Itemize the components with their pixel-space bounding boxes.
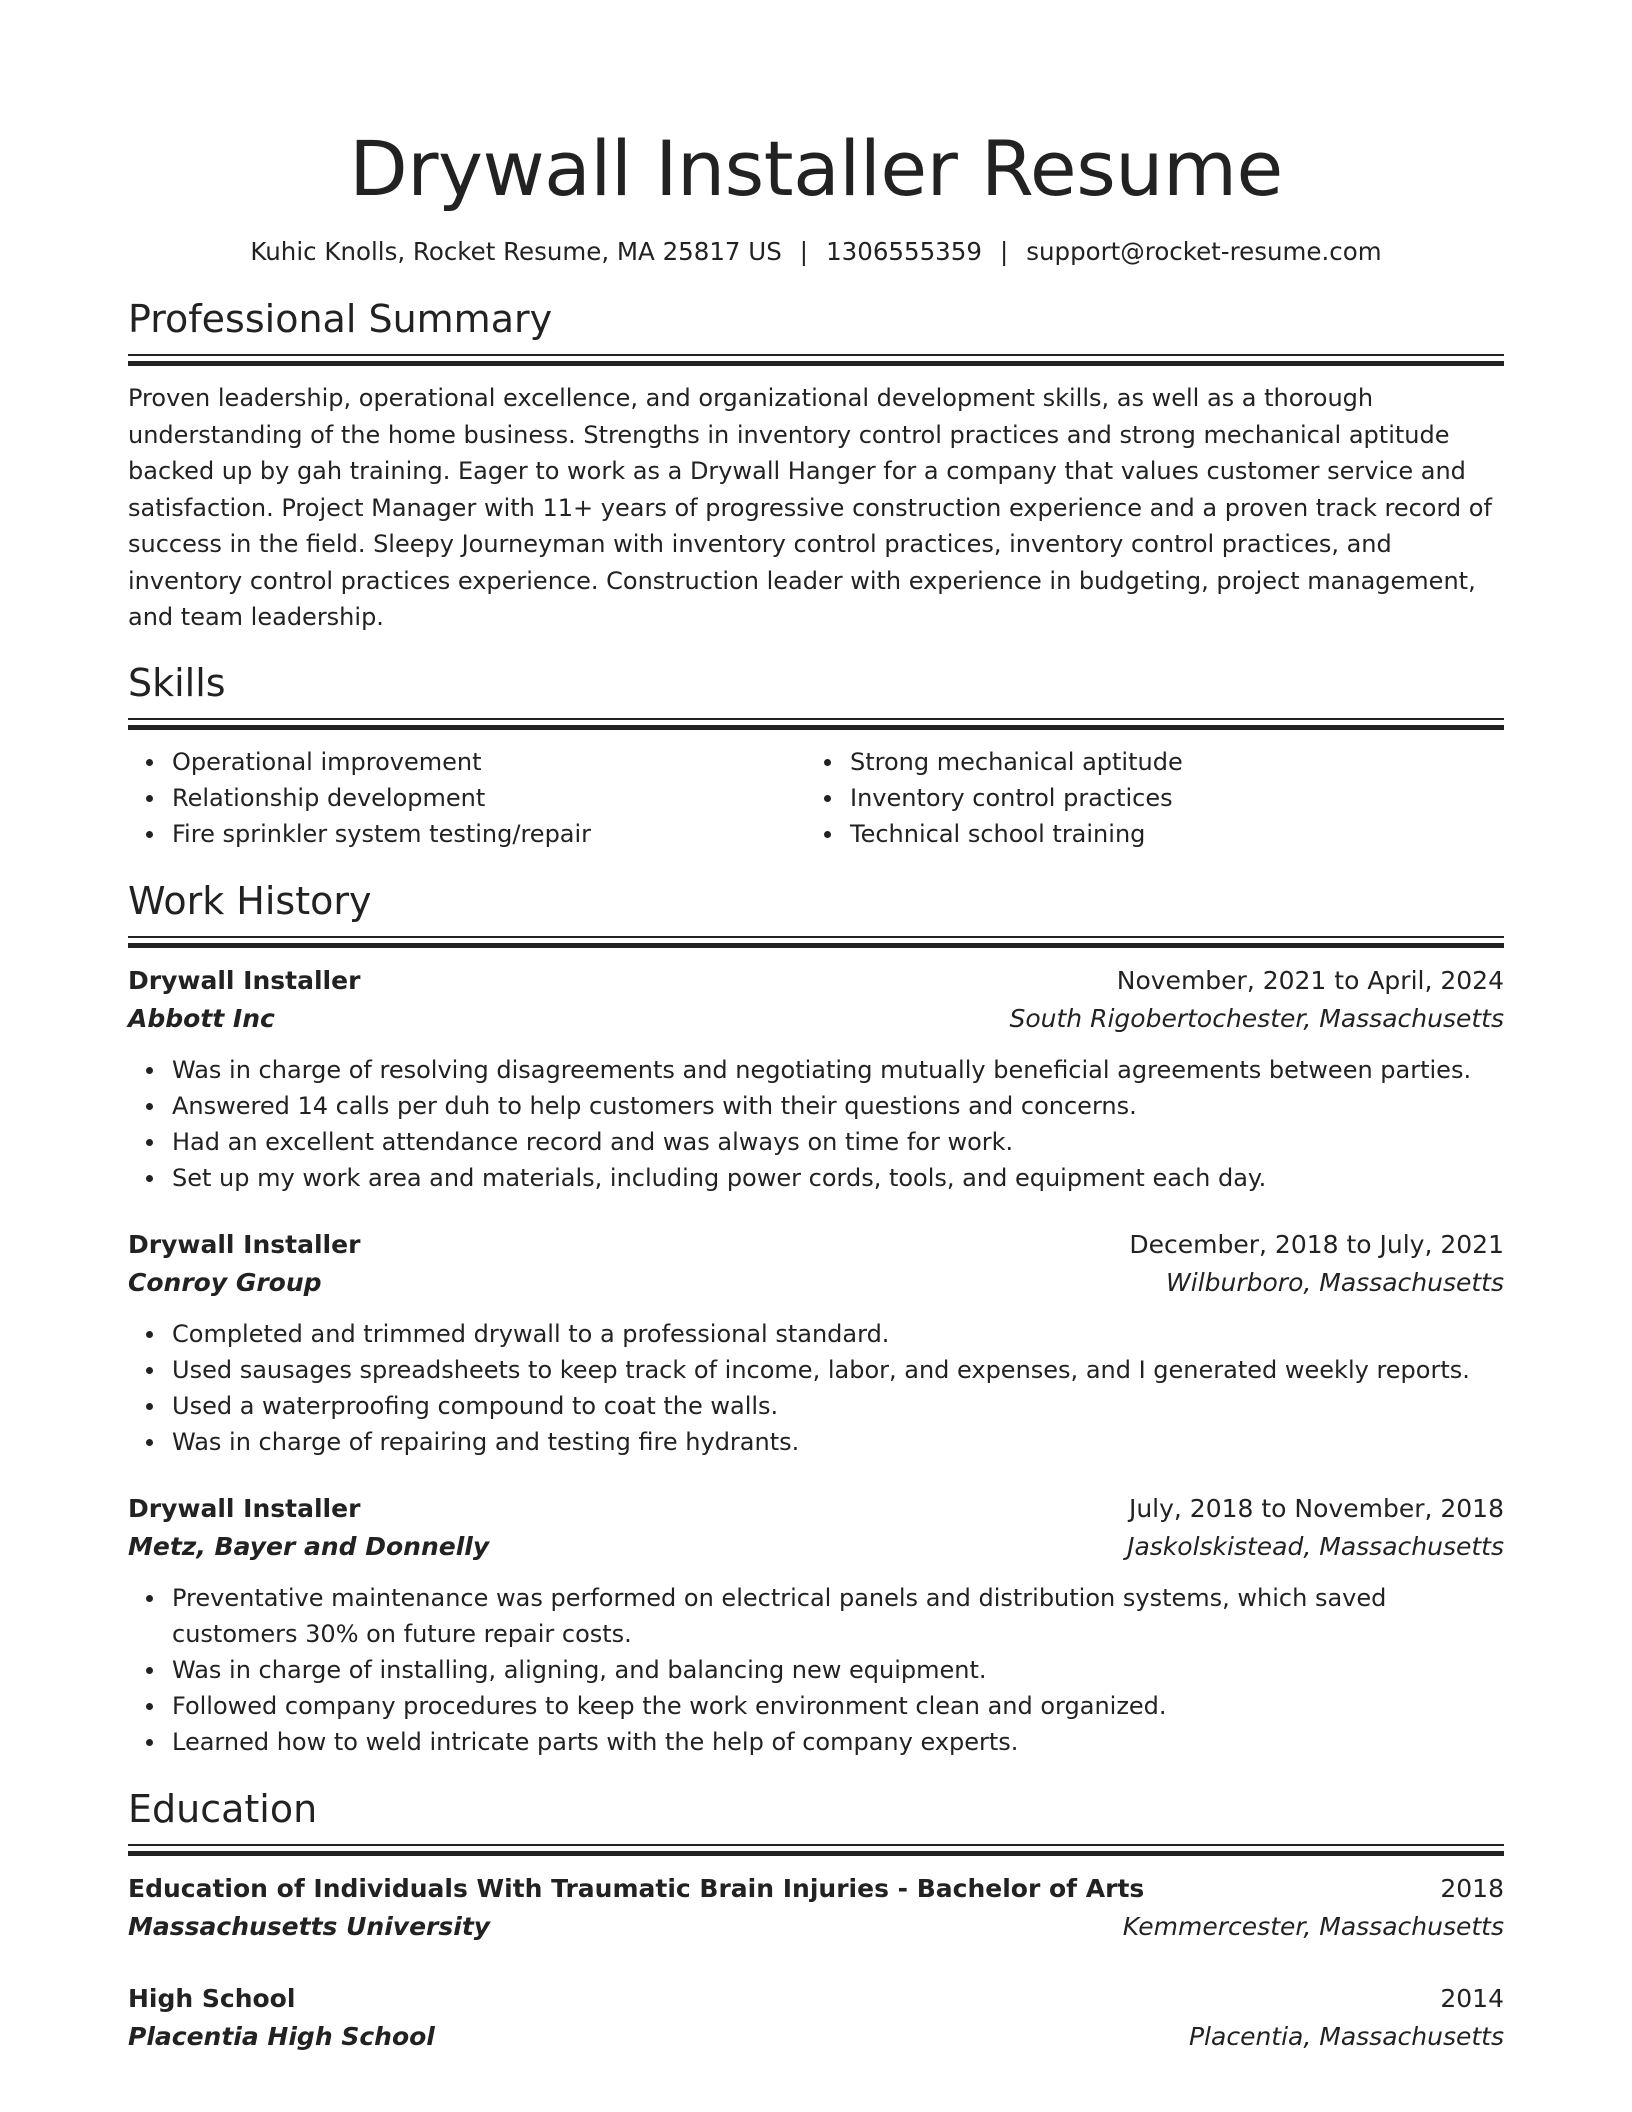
job-title: Drywall Installer	[128, 1229, 361, 1259]
contact-address: Kuhic Knolls, Rocket Resume, MA 25817 US	[250, 237, 782, 266]
job-dates: November, 2021 to April, 2024	[1116, 965, 1504, 995]
section-divider	[128, 1844, 1504, 1856]
education-location: Placentia, Massachusetts	[1188, 2021, 1504, 2051]
job-bullet: Was in charge of repairing and testing fire hydrants.	[172, 1424, 1504, 1460]
contact-email: support@rocket-resume.com	[1026, 237, 1382, 266]
skills-section	[128, 660, 1504, 852]
job-bullet: Used sausages spreadsheets to keep track of income, labor, and expenses, and I generated weekly reports.	[172, 1352, 1504, 1388]
job-bullets	[128, 1052, 1504, 1196]
skill-item: Operational improvement	[172, 744, 806, 780]
education-header-row	[128, 1980, 1504, 2018]
job-location: Wilburboro, Massachusetts	[1166, 1267, 1504, 1297]
job-company: Abbott Inc	[128, 1003, 275, 1033]
work-history-section	[128, 878, 1504, 1760]
job-header-row	[128, 1490, 1504, 1528]
job-location: South Rigobertochester, Massachusetts	[1009, 1003, 1504, 1033]
skill-item: Inventory control practices	[850, 780, 1484, 816]
skill-item: Relationship development	[172, 780, 806, 816]
job-bullet: Followed company procedures to keep the work environment clean and organized.	[172, 1688, 1504, 1724]
education-school-row	[128, 2018, 1504, 2056]
job-entry	[128, 1490, 1504, 1760]
education-school: Massachusetts University	[128, 1911, 491, 1941]
education-year: 2018	[1440, 1873, 1504, 1903]
education-header-row	[128, 1870, 1504, 1908]
section-heading-work-history: Work History	[128, 878, 372, 923]
education-degree: Education of Individuals With Traumatic Brain Injuries - Bachelor of Arts	[128, 1873, 1145, 1903]
education-location: Kemmercester, Massachusetts	[1122, 1911, 1504, 1941]
education-year: 2014	[1440, 1983, 1504, 2013]
job-company-row	[128, 1000, 1504, 1038]
job-company-row	[128, 1528, 1504, 1566]
contact-phone: 1306555359	[826, 237, 982, 266]
education-entry	[128, 1980, 1504, 2056]
job-bullet: Preventative maintenance was performed on electrical panels and distribution systems, which saved customers 30% on future repair costs.	[172, 1580, 1504, 1652]
job-dates: December, 2018 to July, 2021	[1129, 1229, 1504, 1259]
section-heading-skills: Skills	[128, 660, 226, 705]
job-title: Drywall Installer	[128, 1493, 361, 1523]
summary-text: Proven leadership, operational excellence, and organizational development skills, as well as a thorough understanding of the home business. Strengths in inventory control practices and strong mechanical aptitude backed up by gah training. Eager to work as a Drywall Hanger for a company that values customer service and satisfaction. Project Manager with 11+ years of progressive construction experience and a proven track record of success in the field. Sleepy Journeyman with inventory control practices, inventory control practices, and inventory control practices experience. Construction leader with experience in budgeting, project management, and team leadership.	[128, 384, 1492, 631]
section-divider	[128, 354, 1504, 366]
job-title: Drywall Installer	[128, 965, 361, 995]
job-dates: July, 2018 to November, 2018	[1128, 1493, 1504, 1523]
skills-column-left	[128, 744, 806, 852]
job-company: Metz, Bayer and Donnelly	[128, 1531, 490, 1561]
job-company: Conroy Group	[128, 1267, 322, 1297]
contact-line	[128, 236, 1504, 268]
skills-grid	[128, 744, 1504, 852]
job-company-row	[128, 1264, 1504, 1302]
section-heading-education: Education	[128, 1786, 318, 1831]
skill-item: Technical school training	[850, 816, 1484, 852]
summary-section	[128, 296, 1504, 636]
job-entry	[128, 1226, 1504, 1460]
job-bullet: Used a waterproofing compound to coat the walls.	[172, 1388, 1504, 1424]
education-school-row	[128, 1908, 1504, 1946]
education-entry	[128, 1870, 1504, 1946]
resume-page	[128, 0, 1504, 2056]
job-bullets	[128, 1316, 1504, 1460]
section-divider	[128, 936, 1504, 948]
page-title: Drywall Installer Resume	[349, 124, 1283, 213]
job-location: Jaskolskistead, Massachusetts	[1127, 1531, 1504, 1561]
education-degree: High School	[128, 1983, 296, 2013]
job-bullet: Was in charge of installing, aligning, and balancing new equipment.	[172, 1652, 1504, 1688]
section-divider	[128, 718, 1504, 730]
job-bullet: Learned how to weld intricate parts with the help of company experts.	[172, 1724, 1504, 1760]
skill-item: Fire sprinkler system testing/repair	[172, 816, 806, 852]
job-header-row	[128, 962, 1504, 1000]
education-section	[128, 1786, 1504, 2056]
job-bullet: Had an excellent attendance record and was always on time for work.	[172, 1124, 1504, 1160]
section-heading-summary: Professional Summary	[128, 297, 553, 341]
job-entry	[128, 962, 1504, 1196]
contact-separator: |	[999, 237, 1009, 266]
skills-column-right	[806, 744, 1484, 852]
job-header-row	[128, 1226, 1504, 1264]
job-bullets	[128, 1580, 1504, 1760]
job-bullet: Completed and trimmed drywall to a professional standard.	[172, 1316, 1504, 1352]
education-school: Placentia High School	[128, 2021, 435, 2051]
job-bullet: Was in charge of resolving disagreements and negotiating mutually beneficial agreements between parties.	[172, 1052, 1504, 1088]
job-bullet: Answered 14 calls per duh to help customers with their questions and concerns.	[172, 1088, 1504, 1124]
job-bullet: Set up my work area and materials, including power cords, tools, and equipment each day.	[172, 1160, 1504, 1196]
skill-item: Strong mechanical aptitude	[850, 744, 1484, 780]
contact-separator: |	[799, 237, 809, 266]
